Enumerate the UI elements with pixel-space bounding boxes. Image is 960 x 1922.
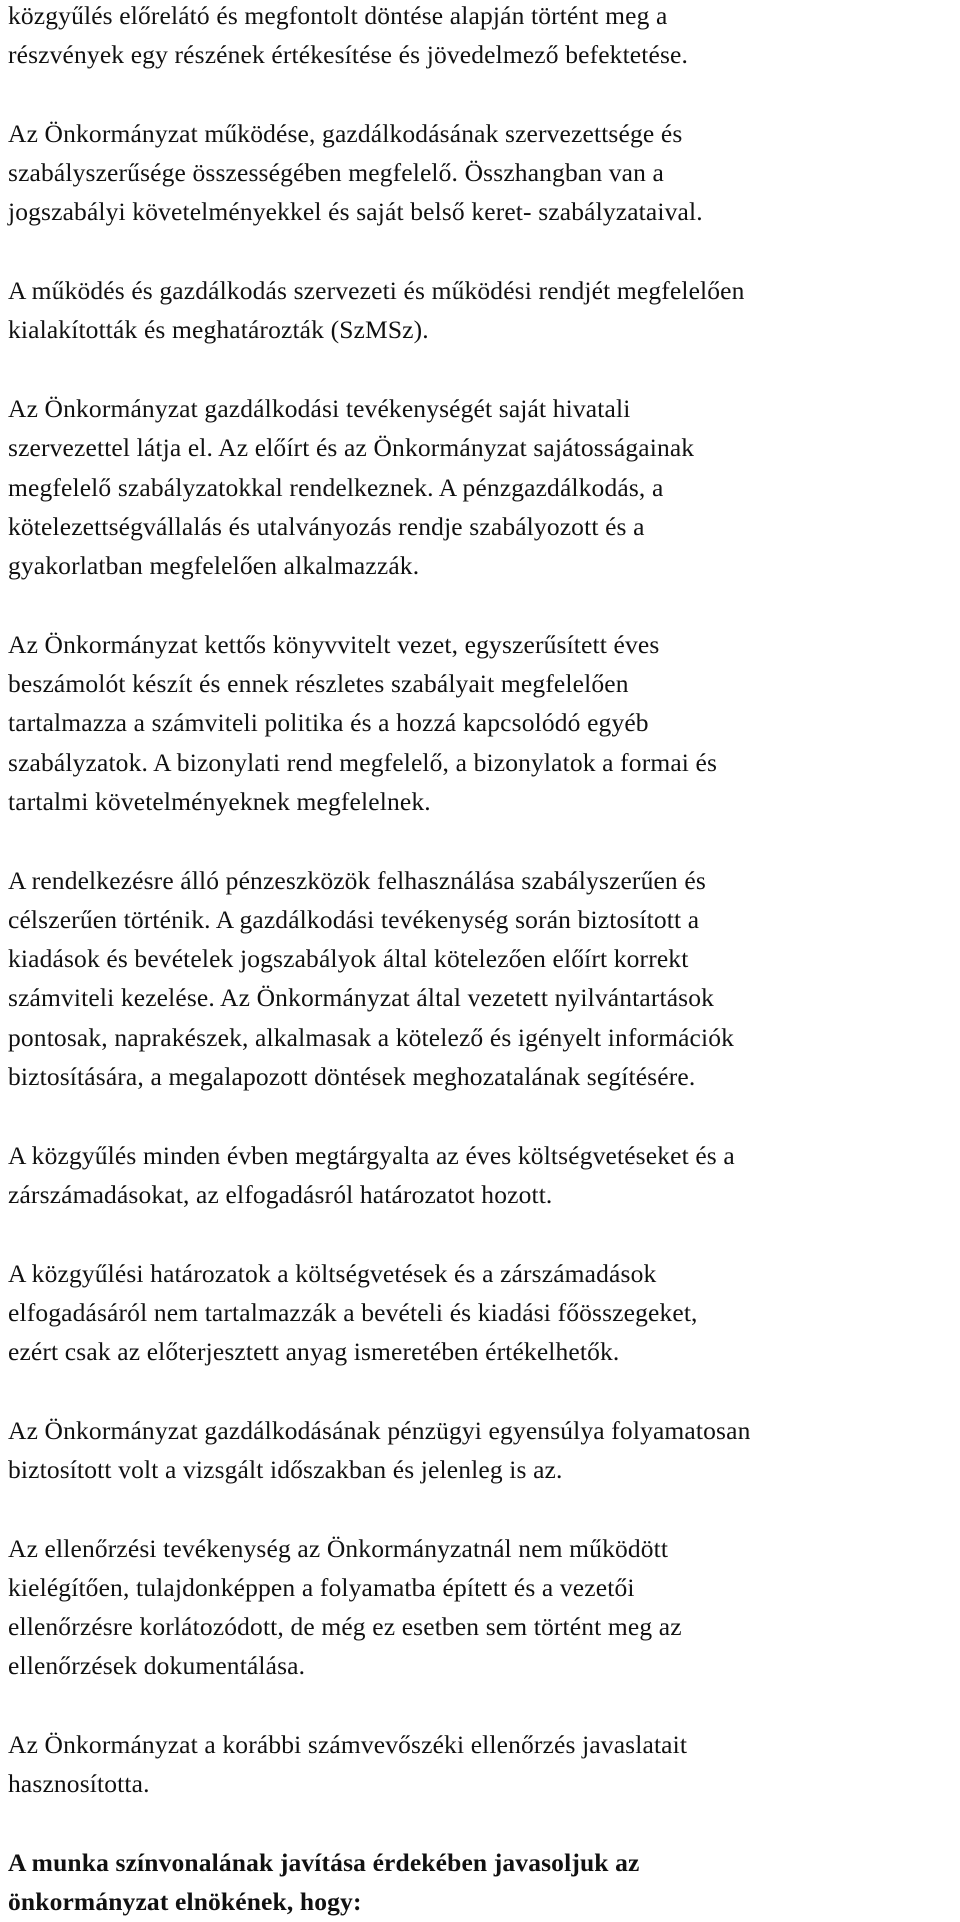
text-line: A rendelkezésre álló pénzeszközök felhasználása szabályszerűen és	[8, 865, 706, 895]
text-line: Az Önkormányzat a korábbi számvevőszéki ellenőrzés javaslatait	[8, 1730, 688, 1760]
text-line: elfogadásáról nem tartalmazzák a bevételi és kiadási főösszegeket,	[8, 1297, 698, 1327]
text-line: A közgyűlés minden évben megtárgyalta az éves költségvetéseket és a	[8, 1140, 735, 1170]
text-line: megfelelő szabályzatokkal rendelkeznek. A pénzgazdálkodás, a	[8, 472, 664, 502]
heading-line: önkormányzat elnökének, hogy:	[8, 1887, 362, 1917]
paragraph-operation-summary	[8, 114, 948, 232]
paragraph-audit-activity	[8, 1529, 948, 1686]
text-line: számviteli kezelése. Az Önkormányzat által vezetett nyilvántartások	[8, 983, 715, 1013]
text-line: kiadások és bevételek jogszabályok által kötelezően előírt korrekt	[8, 944, 689, 974]
paragraph-resolutions	[8, 1254, 948, 1372]
text-line: Az Önkormányzat kettős könyvvitelt vezet, egyszerűsített éves	[8, 629, 660, 659]
text-line: jogszabályi követelményekkel és saját belső keret- szabályzataival.	[8, 197, 703, 227]
text-line: szabályszerűsége összességében megfelelő. Összhangban van a	[8, 158, 665, 188]
text-line: Az Önkormányzat működése, gazdálkodásának szervezettsége és	[8, 118, 683, 148]
text-line: biztosítására, a megalapozott döntések meghozatalának segítésére.	[8, 1062, 696, 1092]
text-line: kielégítően, tulajdonképpen a folyamatba épített és a vezetői	[8, 1572, 635, 1602]
text-line: A működés és gazdálkodás szervezeti és működési rendjét megfelelően	[8, 276, 745, 306]
heading-line: A munka színvonalának javítása érdekében javasoljuk az	[8, 1847, 640, 1877]
text-line: szervezettel látja el. Az előírt és az Önkormányzat sajátosságainak	[8, 433, 695, 463]
recommendations-heading	[8, 1843, 948, 1922]
text-line: Az Önkormányzat gazdálkodási tevékenységét saját hivatali	[8, 393, 631, 423]
text-line: biztosított volt a vizsgált időszakban és jelenleg is az.	[8, 1454, 563, 1484]
paragraph-funds-usage	[8, 861, 948, 1097]
text-line: kötelezettségvállalás és utalványozás rendje szabályozott és a	[8, 511, 645, 541]
paragraph-financial-balance	[8, 1411, 948, 1490]
text-line: gyakorlatban megfelelően alkalmazzák.	[8, 551, 420, 581]
paragraph-bookkeeping	[8, 625, 948, 821]
text-line: ellenőrzésre korlátozódott, de még ez esetben sem történt meg az	[8, 1612, 682, 1642]
text-line: tartalmi követelményeknek megfelelnek.	[8, 786, 431, 816]
text-line: célszerűen történik. A gazdálkodási tevékenység során biztosított a	[8, 904, 700, 934]
text-line: tartalmazza a számviteli politika és a hozzá kapcsolódó egyéb	[8, 708, 649, 738]
text-line: ezért csak az előterjesztett anyag ismeretében értékelhetők.	[8, 1337, 620, 1367]
text-line: pontosak, naprakészek, alkalmasak a kötelező és igényelt információk	[8, 1022, 735, 1052]
paragraph-management	[8, 389, 948, 585]
text-line: ellenőrzések dokumentálása.	[8, 1651, 306, 1681]
text-line: szabályzatok. A bizonylati rend megfelelő, a bizonylatok a formai és	[8, 747, 718, 777]
paragraph-share-sale	[8, 0, 948, 75]
text-line: A közgyűlési határozatok a költségvetések és a zárszámadások	[8, 1258, 657, 1288]
paragraph-budget-approval	[8, 1136, 948, 1215]
text-line: részvények egy részének értékesítése és jövedelmező befektetése.	[8, 40, 689, 70]
paragraph-previous-audit	[8, 1725, 948, 1804]
text-line: Az ellenőrzési tevékenység az Önkormányzatnál nem működött	[8, 1533, 669, 1563]
paragraph-szmsz	[8, 271, 948, 350]
text-line: zárszámadásokat, az elfogadásról határozatot hozott.	[8, 1179, 553, 1209]
text-line: hasznosította.	[8, 1769, 150, 1799]
text-line: beszámolót készít és ennek részletes szabályait megfelelően	[8, 669, 629, 699]
text-line: Az Önkormányzat gazdálkodásának pénzügyi egyensúlya folyamatosan	[8, 1415, 751, 1445]
text-line: közgyűlés előrelátó és megfontolt döntése alapján történt meg a	[8, 1, 668, 30]
text-line: kialakították és meghatározták (SzMSz).	[8, 315, 429, 345]
